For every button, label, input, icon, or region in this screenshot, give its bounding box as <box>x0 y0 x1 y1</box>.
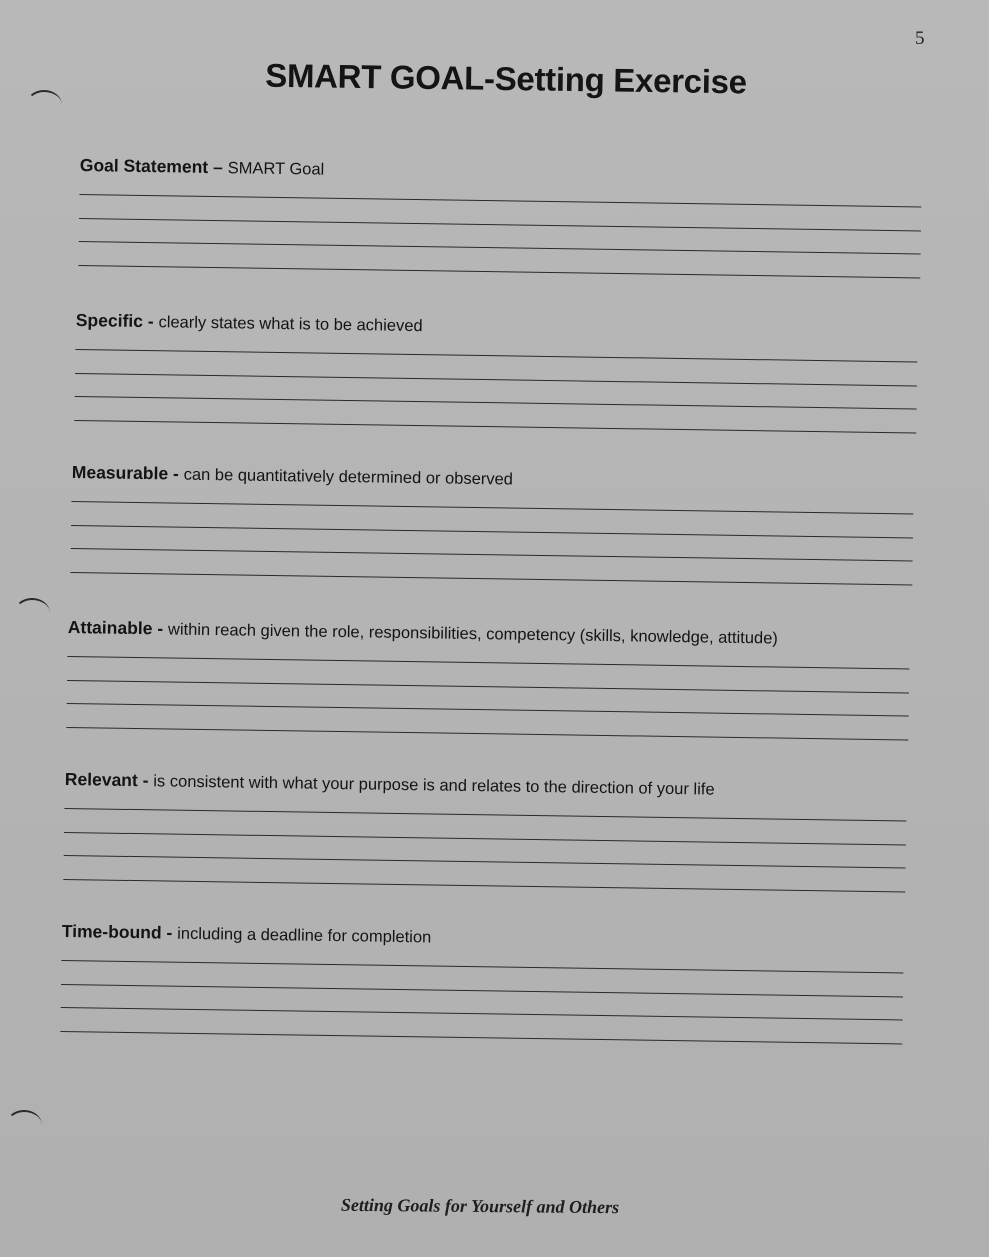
section-specific <box>74 310 918 455</box>
writing-line[interactable] <box>61 983 903 996</box>
writing-line[interactable] <box>70 571 912 584</box>
binder-hole-icon <box>14 598 50 628</box>
writing-lines <box>66 656 909 740</box>
section-measurable <box>70 462 914 607</box>
writing-line[interactable] <box>74 419 916 432</box>
section-description: clearly states what is to be achieved <box>158 313 423 336</box>
writing-line[interactable] <box>60 1030 902 1043</box>
writing-line[interactable] <box>61 1007 903 1020</box>
section-label: Time-bound <box>61 921 162 943</box>
page-number: 5 <box>915 28 925 49</box>
writing-lines <box>63 808 906 892</box>
section-heading <box>80 155 922 188</box>
writing-line[interactable] <box>71 548 913 561</box>
section-description: SMART Goal <box>227 159 325 179</box>
section-separator: - <box>137 770 154 791</box>
binder-hole-icon <box>6 1110 42 1140</box>
writing-line[interactable] <box>64 808 906 821</box>
section-attainable <box>66 617 910 762</box>
writing-line[interactable] <box>79 194 921 207</box>
section-heading <box>68 617 910 650</box>
page-footer: Setting Goals for Yourself and Others <box>340 1194 620 1218</box>
writing-line[interactable] <box>71 501 913 514</box>
page-title: SMART GOAL-Setting Exercise <box>265 56 747 101</box>
section-relevant <box>63 769 907 914</box>
writing-line[interactable] <box>75 396 917 409</box>
writing-line[interactable] <box>75 349 917 362</box>
writing-line[interactable] <box>61 960 903 973</box>
section-description: within reach given the role, responsibilities, competency (skills, knowledge, attitude) <box>167 620 778 648</box>
writing-line[interactable] <box>66 726 908 739</box>
writing-lines <box>70 501 913 585</box>
binder-hole-icon <box>26 90 62 120</box>
writing-lines <box>74 349 917 433</box>
writing-line[interactable] <box>67 679 909 692</box>
section-description: can be quantitatively determined or observed <box>183 465 514 489</box>
section-separator: - <box>167 463 184 484</box>
section-label: Specific <box>75 310 144 331</box>
section-label: Relevant <box>64 769 138 791</box>
writing-line[interactable] <box>75 372 917 385</box>
section-heading <box>76 310 918 343</box>
section-label: Goal Statement <box>79 155 209 177</box>
writing-line[interactable] <box>71 524 913 537</box>
section-goal-statement <box>78 155 922 300</box>
section-label: Attainable <box>67 617 153 639</box>
section-label: Measurable <box>71 462 169 484</box>
section-separator: – <box>208 156 228 178</box>
section-separator: - <box>161 922 178 943</box>
writing-line[interactable] <box>79 241 921 254</box>
writing-line[interactable] <box>79 217 921 230</box>
section-description: is consistent with what your purpose is and relates to the direction of your life <box>153 772 715 799</box>
writing-lines <box>60 960 903 1044</box>
section-separator: - <box>152 618 169 639</box>
section-heading <box>62 921 904 954</box>
section-heading <box>65 769 907 802</box>
writing-lines <box>78 194 921 278</box>
writing-line[interactable] <box>67 703 909 716</box>
section-separator: - <box>142 310 159 332</box>
writing-line[interactable] <box>67 656 909 669</box>
section-heading <box>72 462 914 495</box>
writing-line[interactable] <box>64 831 906 844</box>
writing-line[interactable] <box>78 264 920 277</box>
section-time-bound <box>60 921 904 1066</box>
section-description: including a deadline for completion <box>177 924 432 947</box>
writing-line[interactable] <box>64 855 906 868</box>
writing-line[interactable] <box>63 878 905 891</box>
